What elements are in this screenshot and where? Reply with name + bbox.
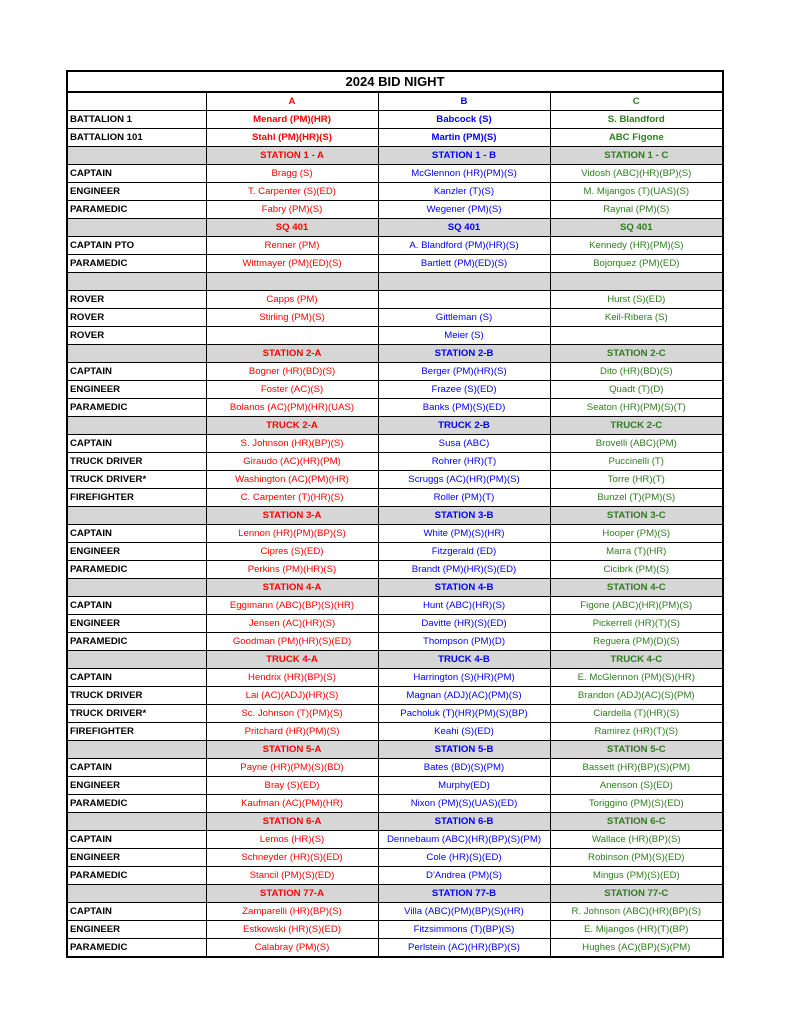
shift-b-cell: Pacholuk (T)(HR)(PM)(S)(BP) [378, 705, 550, 723]
shift-c-cell: Ciardella (T)(HR)(S) [550, 705, 723, 723]
role-cell [67, 507, 206, 525]
role-cell: CAPTAIN [67, 435, 206, 453]
shift-b-cell [378, 273, 550, 291]
shift-b-cell: Wegener (PM)(S) [378, 201, 550, 219]
shift-c-cell: Marra (T)(HR) [550, 543, 723, 561]
shift-a-cell: A [206, 92, 378, 111]
shift-a-cell: TRUCK 4-A [206, 651, 378, 669]
shift-c-cell: M. Mijangos (T)(UAS)(S) [550, 183, 723, 201]
shift-b-cell: McGlennon (HR)(PM)(S) [378, 165, 550, 183]
section-header-row [67, 885, 723, 903]
shift-a-cell: Jensen (AC)(HR)(S) [206, 615, 378, 633]
role-cell: CAPTAIN [67, 165, 206, 183]
shift-c-cell: S. Blandford [550, 111, 723, 129]
shift-c-cell: Cicibrk (PM)(S) [550, 561, 723, 579]
shift-c-cell: Quadt (T)(D) [550, 381, 723, 399]
shift-c-cell: TRUCK 2-C [550, 417, 723, 435]
shift-a-cell: Lemos (HR)(S) [206, 831, 378, 849]
shift-c-cell: Hughes (AC)(BP)(S)(PM) [550, 939, 723, 958]
section-header-row [67, 219, 723, 237]
shift-b-cell: White (PM)(S)(HR) [378, 525, 550, 543]
role-cell: TRUCK DRIVER* [67, 705, 206, 723]
assignment-row [67, 849, 723, 867]
shift-a-cell: Eggimann (ABC)(BP)(S)(HR) [206, 597, 378, 615]
assignment-row [67, 489, 723, 507]
shift-b-cell: Davitte (HR)(S)(ED) [378, 615, 550, 633]
role-cell: CAPTAIN [67, 903, 206, 921]
assignment-row [67, 921, 723, 939]
shift-c-cell: Hooper (PM)(S) [550, 525, 723, 543]
shift-a-cell: Goodman (PM)(HR)(S)(ED) [206, 633, 378, 651]
shift-c-cell: Vidosh (ABC)(HR)(BP)(S) [550, 165, 723, 183]
shift-b-cell: Nixon (PM)(S)(UAS)(ED) [378, 795, 550, 813]
shift-b-cell: Magnan (ADJ)(AC)(PM)(S) [378, 687, 550, 705]
shift-c-cell: Ramirez (HR)(T)(S) [550, 723, 723, 741]
shift-a-cell: S. Johnson (HR)(BP)(S) [206, 435, 378, 453]
shift-c-cell: R. Johnson (ABC)(HR)(BP)(S) [550, 903, 723, 921]
role-cell: TRUCK DRIVER [67, 687, 206, 705]
role-cell: CAPTAIN [67, 525, 206, 543]
shift-b-cell: Perlstein (AC)(HR)(BP)(S) [378, 939, 550, 958]
shift-b-cell [378, 291, 550, 309]
role-cell: BATTALION 1 [67, 111, 206, 129]
assignment-row [67, 525, 723, 543]
assignment-row [67, 201, 723, 219]
shift-a-cell: Menard (PM)(HR) [206, 111, 378, 129]
shift-c-cell [550, 327, 723, 345]
bid-night-table [66, 70, 724, 958]
assignment-row [67, 291, 723, 309]
shift-c-cell: Bunzel (T)(PM)(S) [550, 489, 723, 507]
shift-a-cell: STATION 4-A [206, 579, 378, 597]
role-cell: CAPTAIN [67, 669, 206, 687]
shift-b-cell: Harrington (S)(HR)(PM) [378, 669, 550, 687]
role-cell [67, 813, 206, 831]
shift-b-cell: TRUCK 2-B [378, 417, 550, 435]
shift-a-cell: STATION 77-A [206, 885, 378, 903]
shift-a-cell: SQ 401 [206, 219, 378, 237]
shift-a-cell: Stahl (PM)(HR)(S) [206, 129, 378, 147]
shift-c-cell: Anenson (S)(ED) [550, 777, 723, 795]
shift-b-cell: Susa (ABC) [378, 435, 550, 453]
shift-b-cell: Cole (HR)(S)(ED) [378, 849, 550, 867]
role-cell: ROVER [67, 327, 206, 345]
shift-a-cell: Cipres (S)(ED) [206, 543, 378, 561]
shift-b-cell: D'Andrea (PM)(S) [378, 867, 550, 885]
shift-a-cell: Lennon (HR)(PM)(BP)(S) [206, 525, 378, 543]
shift-a-cell [206, 273, 378, 291]
role-cell: PARAMEDIC [67, 201, 206, 219]
shift-c-cell: Robinson (PM)(S)(ED) [550, 849, 723, 867]
role-cell: ENGINEER [67, 543, 206, 561]
role-cell: ROVER [67, 291, 206, 309]
section-header-row [67, 651, 723, 669]
shift-c-cell: ABC Figone [550, 129, 723, 147]
shift-b-cell: STATION 1 - B [378, 147, 550, 165]
shift-c-cell: STATION 2-C [550, 345, 723, 363]
shift-a-cell: STATION 5-A [206, 741, 378, 759]
shift-b-cell: Martin (PM)(S) [378, 129, 550, 147]
shift-a-cell: Fabry (PM)(S) [206, 201, 378, 219]
shift-b-cell: STATION 6-B [378, 813, 550, 831]
shift-c-cell: Mingus (PM)(S)(ED) [550, 867, 723, 885]
assignment-row [67, 723, 723, 741]
shift-b-cell: Meier (S) [378, 327, 550, 345]
assignment-row [67, 939, 723, 958]
shift-a-cell: Estkowski (HR)(S)(ED) [206, 921, 378, 939]
shift-c-cell: Wallace (HR)(BP)(S) [550, 831, 723, 849]
shift-a-cell: STATION 3-A [206, 507, 378, 525]
shift-c-cell: Dito (HR)(BD)(S) [550, 363, 723, 381]
shift-c-cell: E. Mijangos (HR)(T)(BP) [550, 921, 723, 939]
shift-a-cell: Payne (HR)(PM)(S)(BD) [206, 759, 378, 777]
shift-c-cell: Brovelli (ABC)(PM) [550, 435, 723, 453]
shift-b-cell: Hunt (ABC)(HR)(S) [378, 597, 550, 615]
shift-c-cell: STATION 4-C [550, 579, 723, 597]
shift-c-cell: STATION 77-C [550, 885, 723, 903]
role-cell: TRUCK DRIVER [67, 453, 206, 471]
assignment-row [67, 129, 723, 147]
assignment-row [67, 471, 723, 489]
role-cell: FIREFIGHTER [67, 723, 206, 741]
assignment-row [67, 435, 723, 453]
shift-c-cell: Brandon (ADJ)(AC)(S)(PM) [550, 687, 723, 705]
assignment-row [67, 831, 723, 849]
role-cell: PARAMEDIC [67, 399, 206, 417]
shift-a-cell: Lai (AC)(ADJ)(HR)(S) [206, 687, 378, 705]
role-cell: PARAMEDIC [67, 867, 206, 885]
section-header-row [67, 579, 723, 597]
role-cell: CAPTAIN [67, 363, 206, 381]
shift-c-cell: Torre (HR)(T) [550, 471, 723, 489]
assignment-row [67, 633, 723, 651]
assignment-row [67, 453, 723, 471]
role-cell: PARAMEDIC [67, 255, 206, 273]
assignment-row [67, 615, 723, 633]
shift-b-cell: Fitzsimmons (T)(BP)(S) [378, 921, 550, 939]
assignment-row [67, 705, 723, 723]
shift-c-cell: E. McGlennon (PM)(S)(HR) [550, 669, 723, 687]
assignment-row [67, 561, 723, 579]
shift-a-cell: Perkins (PM)(HR)(S) [206, 561, 378, 579]
role-cell [67, 219, 206, 237]
shift-c-cell: Bojorquez (PM)(ED) [550, 255, 723, 273]
shift-c-cell: Hurst (S)(ED) [550, 291, 723, 309]
shift-c-cell: C [550, 92, 723, 111]
section-header-row [67, 417, 723, 435]
shift-b-cell: Roller (PM)(T) [378, 489, 550, 507]
shift-b-cell: STATION 2-B [378, 345, 550, 363]
role-cell: BATTALION 101 [67, 129, 206, 147]
assignment-row [67, 687, 723, 705]
shift-b-cell: Banks (PM)(S)(ED) [378, 399, 550, 417]
role-cell [67, 651, 206, 669]
role-cell: ENGINEER [67, 849, 206, 867]
shift-b-cell: Bates (BD)(S)(PM) [378, 759, 550, 777]
shift-c-cell: STATION 6-C [550, 813, 723, 831]
section-header-row [67, 345, 723, 363]
shift-a-cell: Wittmayer (PM)(ED)(S) [206, 255, 378, 273]
assignment-row [67, 381, 723, 399]
shift-a-cell: Bogner (HR)(BD)(S) [206, 363, 378, 381]
role-cell: ENGINEER [67, 921, 206, 939]
shift-a-cell: Capps (PM) [206, 291, 378, 309]
section-header-row [67, 507, 723, 525]
assignment-row [67, 363, 723, 381]
role-cell [67, 741, 206, 759]
assignment-row [67, 255, 723, 273]
assignment-row [67, 795, 723, 813]
shift-a-cell: Zamparelli (HR)(BP)(S) [206, 903, 378, 921]
spacer-row [67, 273, 723, 291]
shift-c-cell: Kennedy (HR)(PM)(S) [550, 237, 723, 255]
assignment-row [67, 759, 723, 777]
assignment-row [67, 903, 723, 921]
role-cell: ENGINEER [67, 777, 206, 795]
shift-a-cell: Stancil (PM)(S)(ED) [206, 867, 378, 885]
role-cell: PARAMEDIC [67, 633, 206, 651]
shift-b-cell: Villa (ABC)(PM)(BP)(S)(HR) [378, 903, 550, 921]
assignment-row [67, 327, 723, 345]
assignment-row [67, 543, 723, 561]
shift-c-cell: SQ 401 [550, 219, 723, 237]
assignment-row [67, 867, 723, 885]
shift-c-cell: Figone (ABC)(HR)(PM)(S) [550, 597, 723, 615]
shift-a-cell: Schneyder (HR)(S)(ED) [206, 849, 378, 867]
shift-b-cell: A. Blandford (PM)(HR)(S) [378, 237, 550, 255]
shift-a-cell: Renner (PM) [206, 237, 378, 255]
role-cell [67, 885, 206, 903]
role-cell: PARAMEDIC [67, 561, 206, 579]
assignment-row [67, 183, 723, 201]
shift-c-cell: Puccinelli (T) [550, 453, 723, 471]
assignment-row [67, 165, 723, 183]
assignment-row [67, 597, 723, 615]
shift-c-cell: Seaton (HR)(PM)(S)(T) [550, 399, 723, 417]
role-cell: PARAMEDIC [67, 939, 206, 958]
shift-a-cell: STATION 2-A [206, 345, 378, 363]
shift-a-cell: Pritchard (HR)(PM)(S) [206, 723, 378, 741]
role-cell [67, 273, 206, 291]
shift-a-cell: Hendrix (HR)(BP)(S) [206, 669, 378, 687]
page-title: 2024 BID NIGHT [67, 71, 723, 92]
shift-c-cell: Reguera (PM)(D)(S) [550, 633, 723, 651]
shift-a-cell [206, 327, 378, 345]
shift-b-cell: B [378, 92, 550, 111]
shift-b-cell: Frazee (S)(ED) [378, 381, 550, 399]
shift-c-cell: STATION 5-C [550, 741, 723, 759]
assignment-row [67, 669, 723, 687]
shift-b-cell: STATION 3-B [378, 507, 550, 525]
shift-b-cell: Kanzler (T)(S) [378, 183, 550, 201]
assignment-row [67, 399, 723, 417]
shift-a-cell: Bolanos (AC)(PM)(HR)(UAS) [206, 399, 378, 417]
assignment-row [67, 237, 723, 255]
shift-c-cell: Raynal (PM)(S) [550, 201, 723, 219]
shift-c-cell: STATION 1 - C [550, 147, 723, 165]
section-header-row [67, 741, 723, 759]
shift-a-cell: T. Carpenter (S)(ED) [206, 183, 378, 201]
shift-a-cell: STATION 6-A [206, 813, 378, 831]
role-cell: ENGINEER [67, 615, 206, 633]
shift-b-cell: Rohrer (HR)(T) [378, 453, 550, 471]
shift-b-cell: Gittleman (S) [378, 309, 550, 327]
shift-a-cell: Giraudo (AC)(HR)(PM) [206, 453, 378, 471]
shift-c-cell: STATION 3-C [550, 507, 723, 525]
assignment-row [67, 111, 723, 129]
shift-a-cell: STATION 1 - A [206, 147, 378, 165]
shift-b-cell: Babcock (S) [378, 111, 550, 129]
role-cell [67, 417, 206, 435]
shift-c-cell [550, 273, 723, 291]
shift-a-cell: Washington (AC)(PM)(HR) [206, 471, 378, 489]
role-cell [67, 345, 206, 363]
shift-b-cell: SQ 401 [378, 219, 550, 237]
column-header-row [67, 92, 723, 111]
shift-c-cell: Pickerrell (HR)(T)(S) [550, 615, 723, 633]
section-header-row [67, 813, 723, 831]
shift-a-cell: Sc. Johnson (T)(PM)(S) [206, 705, 378, 723]
shift-b-cell: STATION 77-B [378, 885, 550, 903]
shift-a-cell: Kaufman (AC)(PM)(HR) [206, 795, 378, 813]
role-cell: PARAMEDIC [67, 795, 206, 813]
role-cell: ROVER [67, 309, 206, 327]
shift-b-cell: Bartlett (PM)(ED)(S) [378, 255, 550, 273]
shift-b-cell: Dennebaum (ABC)(HR)(BP)(S)(PM) [378, 831, 550, 849]
shift-c-cell: TRUCK 4-C [550, 651, 723, 669]
shift-c-cell: Keil-Ribera (S) [550, 309, 723, 327]
role-cell: CAPTAIN [67, 759, 206, 777]
role-cell: TRUCK DRIVER* [67, 471, 206, 489]
shift-b-cell: Berger (PM)(HR)(S) [378, 363, 550, 381]
title-row [67, 71, 723, 92]
role-cell: ENGINEER [67, 183, 206, 201]
shift-c-cell: Toriggino (PM)(S)(ED) [550, 795, 723, 813]
shift-b-cell: Fitzgerald (ED) [378, 543, 550, 561]
role-cell [67, 92, 206, 111]
assignment-row [67, 777, 723, 795]
role-cell: CAPTAIN PTO [67, 237, 206, 255]
assignment-row [67, 309, 723, 327]
shift-b-cell: Murphy(ED) [378, 777, 550, 795]
role-cell [67, 147, 206, 165]
role-cell: ENGINEER [67, 381, 206, 399]
shift-b-cell: Brandt (PM)(HR)(S)(ED) [378, 561, 550, 579]
shift-a-cell: Stirling (PM)(S) [206, 309, 378, 327]
shift-b-cell: Scruggs (AC)(HR)(PM)(S) [378, 471, 550, 489]
role-cell: FIREFIGHTER [67, 489, 206, 507]
role-cell [67, 579, 206, 597]
shift-b-cell: TRUCK 4-B [378, 651, 550, 669]
shift-c-cell: Bassett (HR)(BP)(S)(PM) [550, 759, 723, 777]
shift-a-cell: TRUCK 2-A [206, 417, 378, 435]
role-cell: CAPTAIN [67, 831, 206, 849]
shift-b-cell: STATION 4-B [378, 579, 550, 597]
shift-b-cell: STATION 5-B [378, 741, 550, 759]
shift-a-cell: Bray (S)(ED) [206, 777, 378, 795]
shift-b-cell: Thompson (PM)(D) [378, 633, 550, 651]
shift-b-cell: Keahi (S)(ED) [378, 723, 550, 741]
role-cell: CAPTAIN [67, 597, 206, 615]
shift-a-cell: Calabray (PM)(S) [206, 939, 378, 958]
section-header-row [67, 147, 723, 165]
shift-a-cell: C. Carpenter (T)(HR)(S) [206, 489, 378, 507]
shift-a-cell: Bragg (S) [206, 165, 378, 183]
shift-a-cell: Foster (AC)(S) [206, 381, 378, 399]
